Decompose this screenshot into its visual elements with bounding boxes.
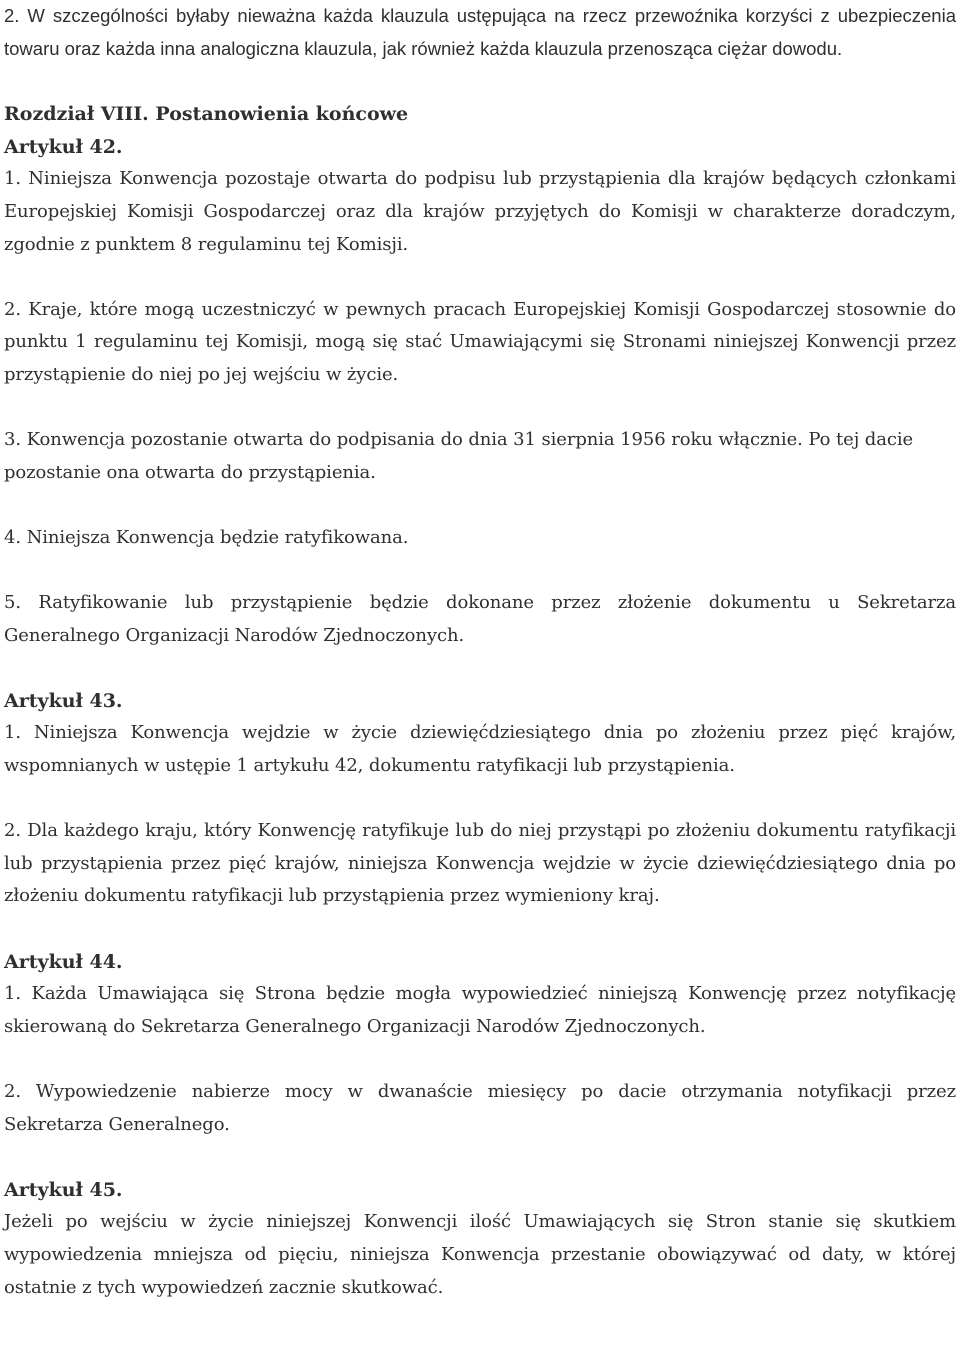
- article-44-paragraph-2: 2. Wypowiedzenie nabierze mocy w dwanaście miesięcy po dacie otrzymania notyfikacji przez Sekretarza Generalnego.: [4, 1081, 956, 1135]
- spacer: [4, 392, 956, 425]
- article-44-paragraph-1: 1. Każda Umawiająca się Strona będzie mogła wypowiedzieć niniejszą Konwencję przez notyfikację skierowaną do Sekretarza Generalnego Organizacji Narodów Zjednoczonych.: [4, 983, 956, 1037]
- article-42-paragraph-2: 2. Kraje, które mogą uczestniczyć w pewnych pracach Europejskiej Komisji Gospodarczej stosownie do punktu 1 regulaminu tej Komisji, mogą się stać Umawiającymi się Stronami niniejszej Konwencji przez przystąpienie do niej po jej wejściu w życie.: [4, 298, 956, 385]
- article-42-paragraph-3: 3. Konwencja pozostanie otwarta do podpisania do dnia 31 sierpnia 1956 roku włącznie. Po tej dacie pozostanie ona otwarta do przystąpienia.: [4, 429, 914, 483]
- spacer: [4, 1141, 956, 1174]
- article-44-heading: Artykuł 44.: [4, 950, 123, 973]
- article-43-paragraph-1: 1. Niniejsza Konwencja wejdzie w życie dziewięćdziesiątego dnia po złożeniu przez pięć krajów, wspomnianych w ustępie 1 artykułu 42, dokumentu ratyfikacji lub przystąpienia.: [4, 722, 956, 777]
- article-42-heading: Artykuł 42.: [4, 135, 123, 158]
- article-42-paragraph-5: 5. Ratyfikowanie lub przystąpienie będzie dokonane przez złożenie dokumentu u Sekretarza Generalnego Organizacji Narodów Zjednoczonych.: [4, 592, 956, 646]
- article-43-paragraph-2: 2. Dla każdego kraju, który Konwencję ratyfikuje lub do niej przystąpi po złożeniu dokumentu ratyfikacji lub przystąpienia przez pięć krajów, niniejsza Konwencja wejdzie w życie dziewięćdziesiątego dnia po złożeniu dokumentu ratyfikacji lub przystąpienia przez wymieniony kraj.: [4, 820, 956, 907]
- spacer: [4, 652, 956, 685]
- article-45-heading: Artykuł 45.: [4, 1178, 123, 1201]
- article-43-heading: Artykuł 43.: [4, 689, 123, 712]
- article-45-paragraph-1: Jeżeli po wejściu w życie niniejszej Konwencji ilość Umawiających się Stron stanie się skutkiem wypowiedzenia mniejsza od pięciu, niniejsza Konwencja przestanie obowiązywać od daty, w której ostatnie z tych wypowiedzeń zacznie skutkować.: [4, 1211, 956, 1298]
- spacer: [4, 489, 956, 522]
- spacer: [4, 783, 956, 816]
- spacer: [4, 1043, 956, 1076]
- article-42-paragraph-4: 4. Niniejsza Konwencja będzie ratyfikowana.: [4, 526, 409, 548]
- spacer: [4, 261, 956, 294]
- spacer: [4, 65, 956, 98]
- article-42-paragraph-1: 1. Niniejsza Konwencja pozostaje otwarta do podpisu lub przystąpienia dla krajów będących członkami Europejskiej Komisji Gospodarczej oraz dla krajów przyjętych do Komisji w charakterze doradczym, zgodnie z punktem 8 regulaminu tej Komisji.: [4, 168, 956, 255]
- chapter-heading: Rozdział VIII. Postanowienia końcowe: [4, 103, 409, 126]
- paragraph-2-closing: 2. W szczególności byłaby nieważna każda klauzula ustępująca na rzecz przewoźnika korzyści z ubezpieczenia towaru oraz każda inna analogiczna klauzula, jak również każda klauzula przenosząca ciężar dowodu.: [4, 5, 956, 59]
- spacer: [4, 555, 956, 588]
- spacer: [4, 913, 956, 946]
